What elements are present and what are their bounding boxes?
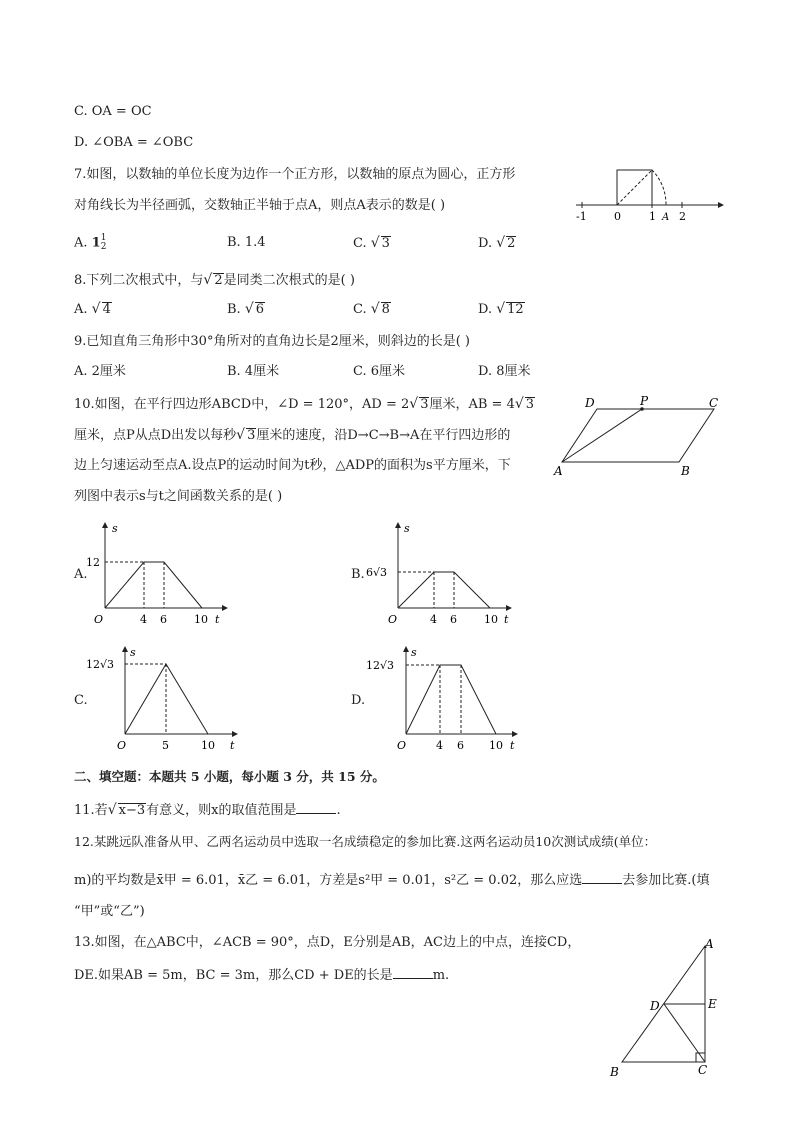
q13-triangle-figure [604,932,724,1082]
q10-graph-c [84,644,244,756]
q7-number-line-figure [568,162,728,224]
q7-label-neg1: -1 [576,210,587,223]
q12-stem-line3: “甲”或“乙”) [74,904,145,919]
q7-option-c: C. √ 3 [353,235,390,251]
q7-label-0: 0 [614,210,621,223]
q7-option-b: B. 1.4 [227,235,266,250]
q11-stem: 11.若√ x−3有意义，则x的取值范围是 . [74,802,341,818]
q10-graph-d-origin: O [397,739,407,752]
q10-graph-b [364,518,514,630]
q8-option-c: C. √ 8 [353,301,390,317]
section-2-heading: 二、填空题：本题共 5 小题，每小题 3 分，共 15 分。 [74,769,385,784]
q9-option-d: D. 8厘米 [478,364,531,379]
q10-graph-c-axis-s: s [130,646,136,659]
q10-graph-a-origin: O [94,613,104,626]
q10-graph-b-tick-10: 10 [484,613,498,626]
q7-label-1: 1 [649,210,656,223]
q10-graph-a [84,518,234,630]
q10-graph-a-label: A. [74,567,88,582]
q10-graph-c-axis-t: t [230,739,235,752]
q10-graph-c-label: C. [74,693,88,708]
q10-stem-line3: 边上匀速运动至点A.设点P的运动时间为t秒，△ADP的面积为s平方厘米，下 [74,458,511,473]
q10-label-A: A [554,464,563,478]
q10-graph-c-tick-5: 5 [162,739,169,752]
q10-parallelogram-figure [552,393,732,478]
q13-answer-blank[interactable] [393,966,433,979]
q10-label-B: B [681,464,690,478]
q10-graph-a-tick-4: 4 [140,613,147,626]
q13-stem-line2: DE.如果AB = 5m，BC = 3m，那么CD + DE的长是 m. [74,968,450,983]
q10-label-P: P [640,394,649,408]
q10-graph-c-ymark: 12√3 [86,658,115,671]
q8-option-d: D. √ 12 [478,301,524,317]
q10-graph-b-origin: O [388,613,398,626]
q10-graph-d-ymark: 12√3 [366,659,395,672]
q10-graph-d-tick-10: 10 [489,739,503,752]
q10-stem-line1: 10.如图，在平行四边形ABCD中，∠D = 120°，AD = 2√ 3厘米，AB = 4√ 3 [74,396,535,412]
q9-option-c: C. 6厘米 [353,364,406,379]
q12-answer-blank[interactable] [582,871,622,884]
q10-graph-a-tick-6: 6 [160,613,167,626]
q13-label-C: C [698,1063,708,1077]
q10-graph-d-axis-s: s [411,646,417,659]
q7-label-A: A [662,212,670,223]
q13-label-A: A [705,937,714,951]
q7-stem-line2: 对角线长为半径画弧，交数轴正半轴于点A，则点A表示的数是( ) [74,198,446,213]
q10-graph-d [364,644,524,756]
q10-stem-line4: 列图中表示s与t之间函数关系的是( ) [74,489,283,504]
q13-label-B: B [610,1065,619,1079]
q8-option-b: B. √ 6 [227,301,265,317]
q10-graph-d-tick-6: 6 [457,739,464,752]
q9-option-a: A. 2厘米 [74,364,126,379]
q10-graph-c-origin: O [117,739,127,752]
q10-graph-b-tick-4: 4 [430,613,437,626]
q10-graph-c-tick-10: 10 [201,739,215,752]
q11-answer-blank[interactable] [296,801,336,814]
q10-graph-a-axis-t: t [215,613,220,626]
q13-label-D: D [650,999,660,1013]
q6-option-d: D. ∠OBA = ∠OBC [74,135,194,150]
q10-graph-d-label: D. [351,693,366,708]
q10-graph-b-ymark: 6√3 [366,566,388,579]
q10-graph-b-tick-6: 6 [450,613,457,626]
q12-stem-line1: 12.某跳远队准备从甲、乙两名运动员中选取一名成绩稳定的参加比赛.这两名运动员10次测试成绩(单位： [74,834,657,849]
q10-graph-d-tick-4: 4 [436,739,443,752]
q10-label-D: D [585,396,595,410]
q10-graph-b-label: B. [351,567,365,582]
q10-graph-d-axis-t: t [510,739,515,752]
q13-stem-line1: 13.如图，在△ABC中，∠ACB = 90°，点D，E分别是AB，AC边上的中点，连接CD， [74,935,581,950]
q7-option-a: A. 1 1 2 [74,233,107,252]
q10-graph-a-axis-s: s [112,522,118,535]
q7-stem-line1: 7.如图，以数轴的单位长度为边作一个正方形，以数轴的原点为圆心，正方形 [74,167,516,182]
q10-graph-b-axis-t: t [504,613,509,626]
q10-label-C: C [709,396,719,410]
q10-graph-a-ymark: 12 [86,556,100,569]
q9-option-b: B. 4厘米 [227,364,280,379]
q12-stem-line2: m)的平均数是x̄甲 = 6.01，x̄乙 = 6.01，方差是s²甲 = 0.01，s²乙 = 0.02，那么应选 去参加比赛.(填 [74,873,710,888]
q9-stem: 9.已知直角三角形中30°角所对的直角边长是2厘米，则斜边的长是( ) [74,334,470,349]
q6-option-c: C. OA = OC [74,104,152,119]
q10-graph-a-tick-10: 10 [194,613,208,626]
q8-option-a: A. √ 4 [74,301,111,317]
q10-stem-line2: 厘米，点P从点D出发以每秒√ 3厘米的速度，沿D→C→B→A在平行四边形的 [74,427,511,443]
q7-label-2: 2 [679,210,686,223]
q7-option-d: D. √ 2 [478,235,516,251]
q13-label-E: E [708,997,717,1011]
q8-stem: 8.下列二次根式中，与√ 2是同类二次根式的是( ) [74,272,355,288]
q10-graph-b-axis-s: s [404,522,410,535]
